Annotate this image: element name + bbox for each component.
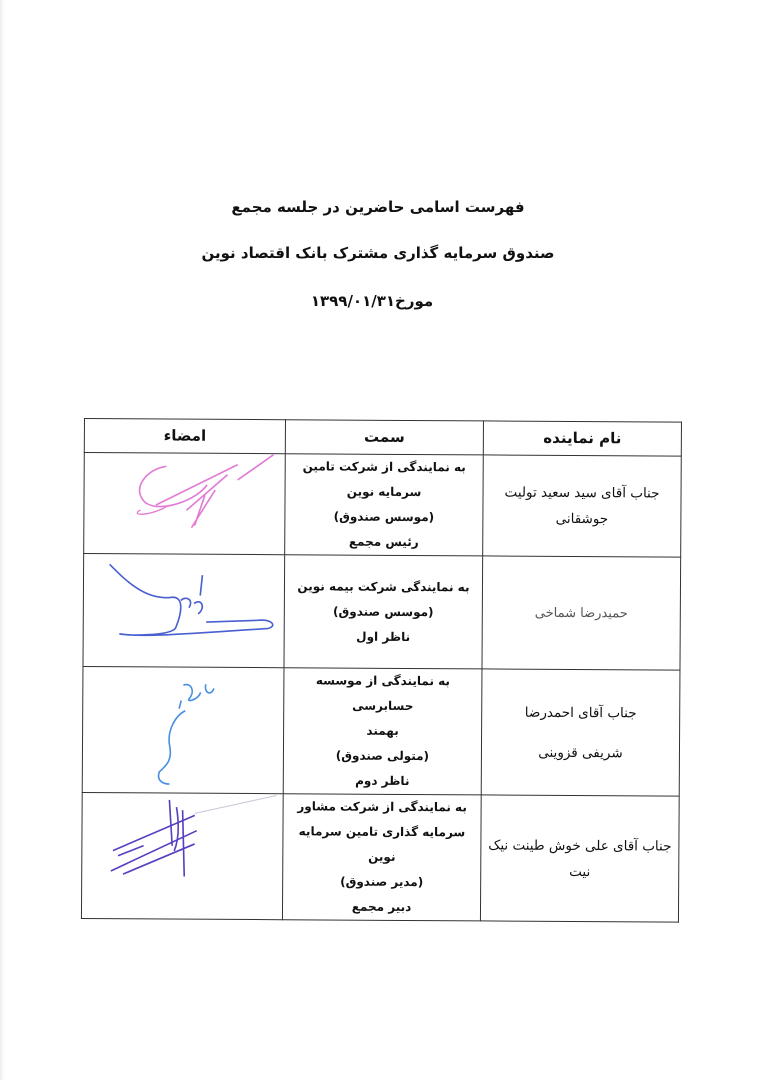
signature-cell bbox=[81, 793, 283, 920]
signature-cell bbox=[84, 453, 286, 555]
role-line: (موسس صندوق) bbox=[333, 604, 434, 619]
name-line: حمیدرضا شماخی bbox=[534, 605, 628, 621]
name-line: جوشقانی bbox=[555, 510, 609, 528]
column-header-signature: امضاء bbox=[84, 419, 285, 454]
column-header-name: نام نماینده bbox=[483, 421, 681, 456]
table-row bbox=[84, 453, 682, 558]
table-row bbox=[82, 667, 680, 797]
role-line: ناظر دوم bbox=[355, 773, 410, 789]
table-row bbox=[83, 554, 681, 671]
role-line: ناظر اول bbox=[356, 629, 411, 644]
role-line: (متولی صندوق) bbox=[335, 748, 430, 764]
representative-name bbox=[482, 556, 681, 670]
role-line: به نمایندگی از شرکت تامین bbox=[302, 459, 466, 475]
role-line: (مدیر صندوق) bbox=[340, 874, 424, 890]
name-line: جناب آقای احمدرضا bbox=[524, 704, 637, 722]
representative-role bbox=[283, 668, 482, 795]
fund-name: صندوق سرمایه گذاری مشترک بانک اقتصاد نوین bbox=[201, 244, 555, 262]
attendees-table bbox=[81, 418, 682, 915]
role-line: رئیس مجمع bbox=[348, 534, 419, 550]
signature-image bbox=[83, 554, 284, 667]
representative-name bbox=[481, 669, 680, 796]
role-line: به نمایندگی از موسسه حسابرسی bbox=[315, 673, 450, 714]
representative-role bbox=[282, 794, 481, 921]
representative-role bbox=[284, 555, 483, 669]
role-line: بهمند bbox=[366, 723, 399, 739]
role-line: دبیر مجمع bbox=[351, 899, 412, 915]
table-row bbox=[81, 793, 679, 923]
name-line: شریفی قزوینی bbox=[538, 744, 623, 762]
signature-image bbox=[82, 793, 283, 919]
document-title: فهرست اسامی حاضرین در جلسه مجمع bbox=[231, 198, 525, 216]
name-line: جناب آقای سید سعید تولیت bbox=[504, 484, 660, 502]
name-line: نیت bbox=[569, 863, 591, 880]
representative-name bbox=[483, 455, 682, 557]
role-line: به نمایندگی از شرکت مشاور bbox=[297, 799, 467, 815]
signature-image bbox=[83, 667, 284, 793]
signature-cell bbox=[82, 667, 284, 794]
representative-role bbox=[285, 454, 484, 556]
name-line: جناب آقای علی خوش طینت نیک bbox=[488, 837, 672, 855]
column-header-role: سمت bbox=[285, 420, 483, 455]
role-line: سرمایه گذاری تامین سرمایه نوین bbox=[298, 824, 466, 865]
signature-image bbox=[84, 453, 285, 554]
role-line: (موسس صندوق) bbox=[333, 509, 435, 525]
role-line: به نمایندگی شرکت بیمه نوین bbox=[297, 578, 470, 594]
representative-name bbox=[480, 795, 679, 922]
role-line: سرمایه نوین bbox=[346, 484, 422, 500]
meeting-date: مورخ۱۳۹۹/۰۱/۳۱ bbox=[310, 292, 434, 310]
table-header-row bbox=[84, 419, 681, 457]
signature-cell bbox=[83, 554, 285, 668]
